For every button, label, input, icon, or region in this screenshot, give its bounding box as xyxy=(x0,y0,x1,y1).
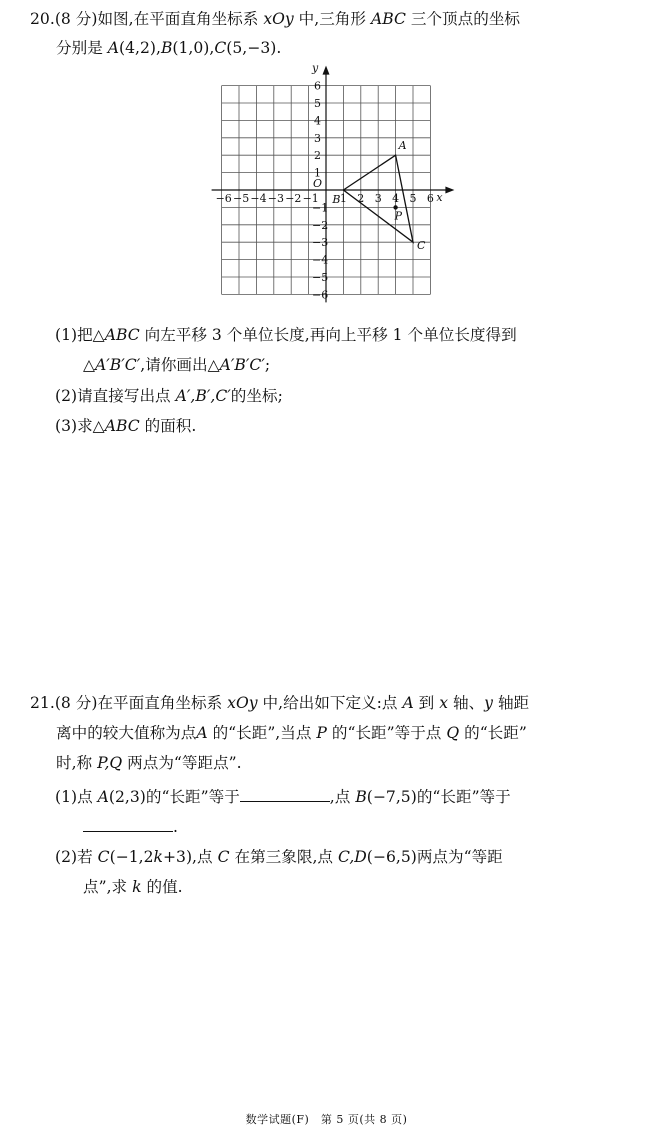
q21-coord-system: xOy xyxy=(227,694,258,712)
y-tick-label: −2 xyxy=(312,218,329,232)
q21-sub1-text: . xyxy=(173,818,178,836)
q21-sub1-line2 xyxy=(83,815,178,837)
x-tick-label: 1 xyxy=(339,192,347,205)
x-tick-label: −1 xyxy=(302,192,319,205)
y-tick-label: −3 xyxy=(312,236,329,250)
q20-sub3 xyxy=(55,416,196,436)
point-label-a: A xyxy=(398,139,407,153)
q20-triangle: ABC xyxy=(370,10,406,28)
q21-sub1-point-a: A xyxy=(97,788,109,806)
x-axis-label: x xyxy=(436,191,443,204)
axes xyxy=(212,62,455,303)
y-tick-label: −5 xyxy=(312,271,329,284)
q21-score: (8 分) xyxy=(54,694,98,712)
q20-sub2-text: 的坐标; xyxy=(230,387,283,405)
q21-sub2-points-cd: C,D xyxy=(337,848,367,866)
q20-coord-c: (5,−3). xyxy=(226,39,282,57)
q21-points-pq: P,Q xyxy=(97,754,123,772)
q21-sub2-text: +3),点 xyxy=(162,848,218,866)
x-tick-label: 3 xyxy=(374,192,382,205)
q20-text: 分别是 xyxy=(56,39,108,57)
origin-label: O xyxy=(313,177,323,190)
q21-text: 中,给出如下定义:点 xyxy=(257,694,403,712)
q20-text: 如图,在平面直角坐标系 xyxy=(97,10,264,28)
q21-point-p: P xyxy=(316,724,327,742)
q20-sub1-text: ; xyxy=(264,356,271,374)
q21-point-a: A xyxy=(196,724,208,742)
q21-sub2-var-k: k xyxy=(132,878,142,896)
q21-text: 的“长距” xyxy=(459,724,527,742)
q20-sub1-text: △ xyxy=(83,356,95,374)
q21-sub1-text: (2,3)的“长距”等于 xyxy=(108,788,240,806)
q21-sub2-text: 在第三象限,点 xyxy=(229,848,338,866)
y-tick-label: 1 xyxy=(314,166,321,180)
q20-sub3-text: (3)求△ xyxy=(55,417,105,435)
q21-text: 在平面直角坐标系 xyxy=(97,694,228,712)
q21-y-axis: y xyxy=(484,694,493,712)
x-tick-label: −2 xyxy=(285,192,302,205)
x-tick-label: 5 xyxy=(409,192,417,205)
q21-sub1-text: ,点 xyxy=(329,788,356,806)
q20-coord-a: (4,2), xyxy=(119,39,161,57)
q21-sub2-text: (−6,5)两点为“等距 xyxy=(366,848,503,866)
point-label-b: B xyxy=(332,193,341,206)
q20-sub1-triangle: ABC xyxy=(104,326,140,344)
y-axis-arrow xyxy=(323,66,330,75)
q21-sub2-text: (−1,2 xyxy=(109,848,154,866)
q20-sub1-text: ,请你画出△ xyxy=(140,356,220,374)
q20-point-a: A xyxy=(107,39,120,57)
q20-sub3-triangle: ABC xyxy=(104,417,140,435)
y-tick-label: 4 xyxy=(314,114,321,128)
q21-sub2-line1 xyxy=(55,847,503,867)
q21-sub1-line1 xyxy=(55,785,511,807)
q20-point-b: B xyxy=(160,39,173,57)
q21-sub2-line2 xyxy=(83,877,183,897)
q21-line2 xyxy=(56,723,527,743)
q20-sub1-line1 xyxy=(55,325,517,345)
x-tick-label: −4 xyxy=(250,192,267,205)
q21-text: 的“长距”等于点 xyxy=(326,724,447,742)
q20-coord-system: xOy xyxy=(263,10,294,28)
q20-sub2 xyxy=(55,386,283,406)
q20-number: 20. xyxy=(30,10,55,28)
y-tick-label: −4 xyxy=(312,253,329,267)
q20-line1 xyxy=(30,9,520,29)
q21-x-axis: x xyxy=(439,694,449,712)
q20-sub2-points: A′,B′,C′ xyxy=(175,387,231,405)
q20-sub3-text: 的面积. xyxy=(139,417,197,435)
q21-text: 轴距 xyxy=(492,694,530,712)
y-tick-label: 2 xyxy=(314,149,321,163)
y-tick-label: −6 xyxy=(312,288,329,302)
q20-sub2-text: (2)请直接写出点 xyxy=(55,387,176,405)
q21-sub2-text: 的值. xyxy=(141,878,183,896)
q21-sub2-point-c: C xyxy=(217,848,230,866)
q20-sub1-line2 xyxy=(83,355,270,375)
q20-coord-b: (1,0), xyxy=(172,39,215,57)
q21-line1 xyxy=(30,693,529,713)
q21-point-q: Q xyxy=(446,724,460,742)
y-tick-label: 5 xyxy=(314,97,321,110)
q21-sub2-point-c: C xyxy=(97,848,110,866)
x-tick-label: 2 xyxy=(357,192,365,205)
x-tick-label: −5 xyxy=(233,192,250,205)
point-label-p: P xyxy=(394,209,403,223)
q20-sub1-triangle: A′B′C′ xyxy=(219,356,265,374)
q21-sub1-point-b: B xyxy=(355,788,367,806)
q21-text: 轴、 xyxy=(448,694,485,712)
q21-text: 的“长距”,当点 xyxy=(207,724,317,742)
q21-sub2-text: (2)若 xyxy=(55,848,98,866)
x-axis-arrow xyxy=(445,187,454,194)
coordinate-graph xyxy=(196,60,456,318)
q21-text: 两点为“等距点”. xyxy=(122,754,242,772)
q21-sub1-text: (−7,5)的“长距”等于 xyxy=(366,788,511,806)
q21-sub2-var-k: k xyxy=(153,848,163,866)
x-tick-label: 4 xyxy=(392,192,400,205)
q20-text: 中,三角形 xyxy=(293,10,371,28)
q20-sub1-text: 向左平移 3 个单位长度,再向上平移 1 个单位长度得到 xyxy=(139,326,517,344)
y-tick-label: −1 xyxy=(312,201,329,215)
q21-text: 时,称 xyxy=(56,754,98,772)
y-tick-label: 3 xyxy=(314,131,321,145)
q20-score: (8 分) xyxy=(54,10,98,28)
q21-number: 21. xyxy=(30,694,55,712)
q21-sub1-text: (1)点 xyxy=(55,788,98,806)
q21-sub2-text: 点”,求 xyxy=(83,878,133,896)
y-tick-label: 6 xyxy=(314,79,321,93)
q20-text: 三个顶点的坐标 xyxy=(405,10,521,28)
page-footer: 数学试题(F) 第 5 页(共 8 页) xyxy=(245,1113,408,1126)
q21-point-a: A xyxy=(402,694,414,712)
y-axis-label: y xyxy=(312,61,319,75)
q20-sub1-triangle: A′B′C′ xyxy=(95,356,141,374)
q21-line3 xyxy=(56,753,242,773)
q20-line2 xyxy=(56,38,281,58)
q21-text: 到 xyxy=(413,694,440,712)
answer-blank-1[interactable] xyxy=(240,785,330,802)
answer-blank-2[interactable] xyxy=(83,815,173,832)
q21-text: 离中的较大值称为点 xyxy=(56,724,197,742)
x-tick-label: −6 xyxy=(215,192,232,205)
point-label-c: C xyxy=(417,239,426,253)
x-tick-label: 6 xyxy=(426,192,434,205)
q20-sub1-text: (1)把△ xyxy=(55,326,105,344)
x-tick-label: −3 xyxy=(267,192,285,205)
q20-point-c: C xyxy=(214,39,227,57)
